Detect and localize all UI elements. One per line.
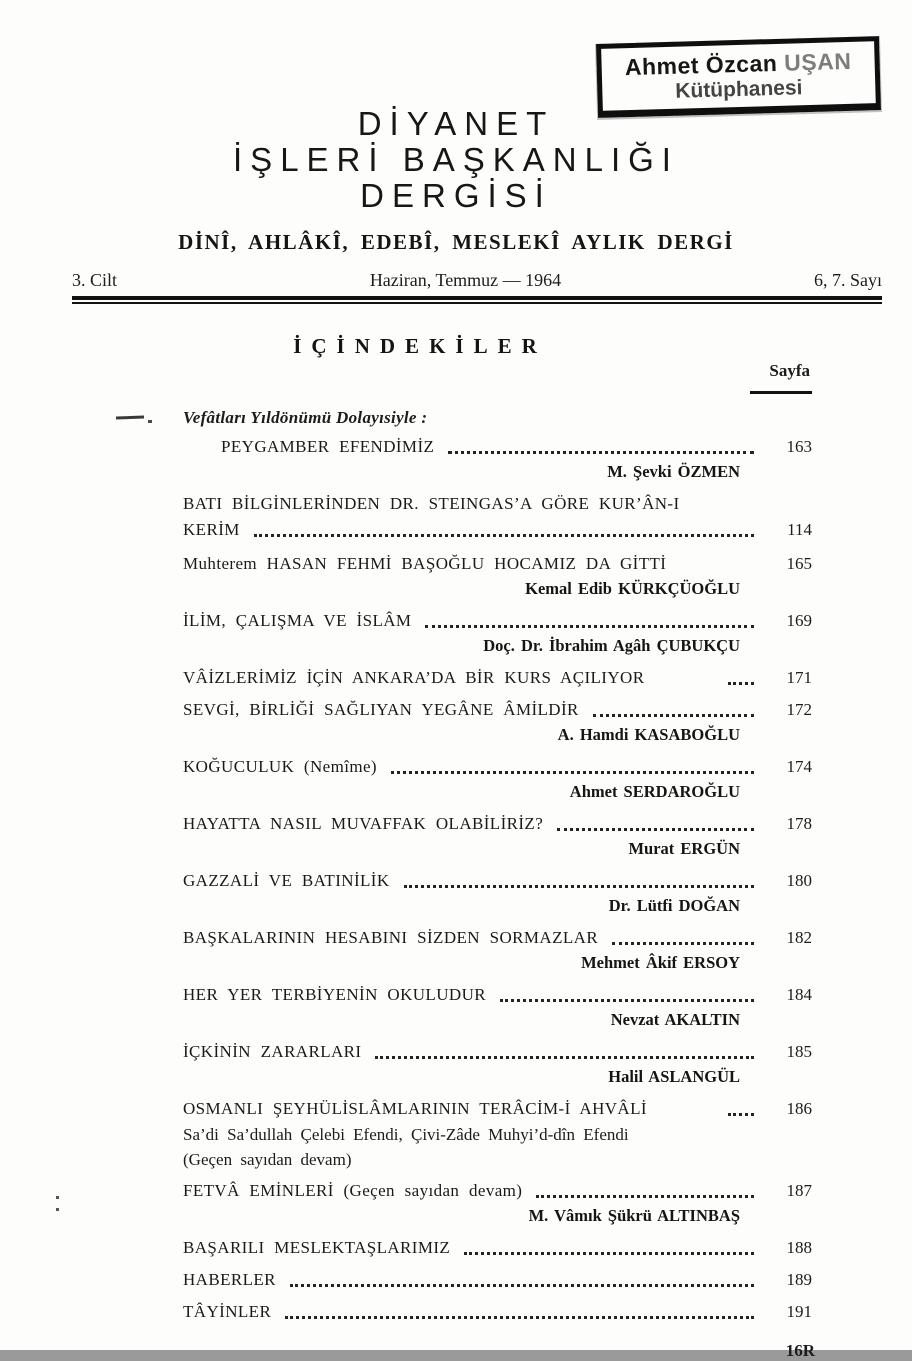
page-number: 172 xyxy=(786,700,812,719)
entry-author: M. Vâmık Şükrü ALTINBAŞ xyxy=(528,1206,740,1225)
entry-title: KOĞUCULUK (Nemîme) xyxy=(183,757,377,776)
entry-title: BAŞKALARININ HESABINI SİZDEN SORMAZLAR xyxy=(183,928,599,947)
entry-author: Nevzat AKALTIN xyxy=(610,1010,740,1029)
toc-entry xyxy=(183,1096,812,1172)
leader-dots xyxy=(375,1056,754,1059)
magazine-title-line3: DERGİSİ xyxy=(360,177,552,214)
page-number: 169 xyxy=(786,611,812,630)
leader-dots xyxy=(404,885,754,888)
page-column-header: Sayfa xyxy=(769,361,810,380)
leader-dots xyxy=(290,1284,754,1287)
page-column-underline xyxy=(750,391,812,394)
page-number: 178 xyxy=(786,814,812,833)
page-number: 185 xyxy=(786,1042,812,1061)
entry-title: FETVÂ EMİNLERİ (Geçen sayıdan devam) xyxy=(183,1181,523,1200)
table-of-contents xyxy=(183,408,812,1325)
entry-title: HABERLER xyxy=(183,1270,276,1289)
leader-dots-short xyxy=(728,1113,754,1116)
entry-note: Sa’di Sa’dullah Çelebi Efendi, Çivi-Zâde Muhyi’d-dîn Efendi xyxy=(183,1125,629,1144)
entry-author: Kemal Edib KÜRKÇÜOĞLU xyxy=(525,579,740,598)
entry-author: Mehmet Âkif ERSOY xyxy=(581,953,740,972)
entry-title: HAYATTA NASIL MUVAFFAK OLABİLİRİZ? xyxy=(183,814,544,833)
entry-title: İÇKİNİN ZARARLARI xyxy=(183,1042,362,1061)
issue-date: Haziran, Temmuz — 1964 xyxy=(369,270,562,290)
toc-entry xyxy=(183,551,812,600)
toc-entry xyxy=(183,925,812,974)
toc-entry xyxy=(183,608,812,657)
toc-entry xyxy=(183,665,812,691)
page-number: 163 xyxy=(786,437,812,456)
footer-page-number: 16R xyxy=(785,1341,815,1360)
entry-author: A. Hamdi KASABOĞLU xyxy=(557,725,740,744)
page-number: 165 xyxy=(786,554,812,573)
page-number: 188 xyxy=(786,1238,812,1257)
entry-author: Ahmet SERDAROĞLU xyxy=(569,782,740,801)
toc-entry xyxy=(183,434,812,483)
entry-author: Halil ASLANGÜL xyxy=(608,1067,740,1086)
page-number: 114 xyxy=(787,520,812,539)
toc-entry xyxy=(183,982,812,1031)
toc-entry xyxy=(183,868,812,917)
toc-entry xyxy=(183,1235,812,1261)
page-number: 187 xyxy=(786,1181,812,1200)
entry-title: PEYGAMBER EFENDİMİZ xyxy=(221,437,435,456)
magazine-subtitle: DİNÎ, AHLÂKÎ, EDEBÎ, MESLEKÎ AYLIK DERGİ xyxy=(178,230,734,254)
page-number: 184 xyxy=(786,985,812,1004)
page-number: 186 xyxy=(786,1099,812,1118)
magazine-title-line2: İŞLERİ BAŞKANLIĞI xyxy=(233,141,679,178)
leader-dots xyxy=(593,714,754,717)
toc-intro-line: Vefâtları Yıldönümü Dolayısiyle : xyxy=(183,408,428,427)
entry-author: Dr. Lütfi DOĞAN xyxy=(608,896,740,915)
page-number: 174 xyxy=(786,757,812,776)
leader-dots xyxy=(612,942,754,945)
issue-number: 6, 7. Sayı xyxy=(813,270,882,290)
toc-entry xyxy=(183,1039,812,1088)
toc-heading: İÇİNDEKİLER xyxy=(293,334,547,358)
entry-author: Murat ERGÜN xyxy=(628,839,740,858)
entry-title: İLİM, ÇALIŞMA VE İSLÂM xyxy=(183,611,412,630)
leader-dots xyxy=(536,1195,754,1198)
entry-title: GAZZALİ VE BATINİLİK xyxy=(183,871,390,890)
leader-dots xyxy=(464,1252,754,1255)
scan-artifact-colon xyxy=(56,1196,59,1199)
toc-entry xyxy=(183,811,812,860)
stamp-owner-name xyxy=(625,47,852,80)
entry-title: Muhterem HASAN FEHMİ BAŞOĞLU HOCAMIZ DA GİTTİ xyxy=(183,554,667,573)
volume-label: 3. Cilt xyxy=(72,270,118,290)
entry-author: Doç. Dr. İbrahim Agâh ÇUBUKÇU xyxy=(483,636,740,655)
toc-entry xyxy=(183,1299,812,1325)
page-number: 191 xyxy=(786,1302,812,1321)
entry-title: OSMANLI ŞEYHÜLİSLÂMLARININ TERÂCİM-İ AHVÂLİ xyxy=(183,1099,647,1118)
leader-dots-short xyxy=(728,682,754,685)
leader-dots xyxy=(448,451,754,454)
toc-entry xyxy=(183,1178,812,1227)
toc-entry xyxy=(183,697,812,746)
library-stamp xyxy=(596,36,881,118)
entry-title-continued: KERİM xyxy=(183,520,240,539)
toc-entry xyxy=(183,1267,812,1293)
entry-note: (Geçen sayıdan devam) xyxy=(183,1150,352,1169)
leader-dots xyxy=(391,771,754,774)
entry-title: HER YER TERBİYENİN OKULUDUR xyxy=(183,985,486,1004)
stamp-library-word: Kütüphanesi xyxy=(674,75,803,103)
leader-dots xyxy=(425,625,754,628)
toc-entry xyxy=(183,491,812,543)
leader-dots xyxy=(285,1316,754,1319)
header-double-rule xyxy=(72,296,882,304)
page-number: 189 xyxy=(786,1270,812,1289)
stamp-owner-last: UŞAN xyxy=(783,47,852,76)
issue-info-line xyxy=(72,270,882,291)
leader-dots xyxy=(500,999,754,1002)
stamp-owner-first: Ahmet Özcan xyxy=(624,49,785,80)
entry-title: VÂİZLERİMİZ İÇİN ANKARA’DA BİR KURS AÇILIYOR xyxy=(183,668,645,687)
toc-entry xyxy=(183,754,812,803)
leader-dots xyxy=(557,828,754,831)
scan-artifact-dash xyxy=(116,416,144,420)
entry-title: BAŞARILI MESLEKTAŞLARIMIZ xyxy=(183,1238,451,1257)
page-number: 180 xyxy=(786,871,812,890)
entry-title: TÂYİNLER xyxy=(183,1302,272,1321)
magazine-title-line1: DİYANET xyxy=(357,105,555,142)
page-number: 182 xyxy=(786,928,812,947)
scan-artifact-dot xyxy=(148,420,152,423)
entry-author: M. Şevki ÖZMEN xyxy=(607,462,740,481)
page-number: 171 xyxy=(786,668,812,687)
entry-title: SEVGİ, BİRLİĞİ SAĞLIYAN YEGÂNE ÂMİLDİR xyxy=(183,700,579,719)
entry-title: BATI BİLGİNLERİNDEN DR. STEINGAS’A GÖRE KUR’ÂN-I xyxy=(183,494,680,513)
leader-dots xyxy=(254,534,754,537)
